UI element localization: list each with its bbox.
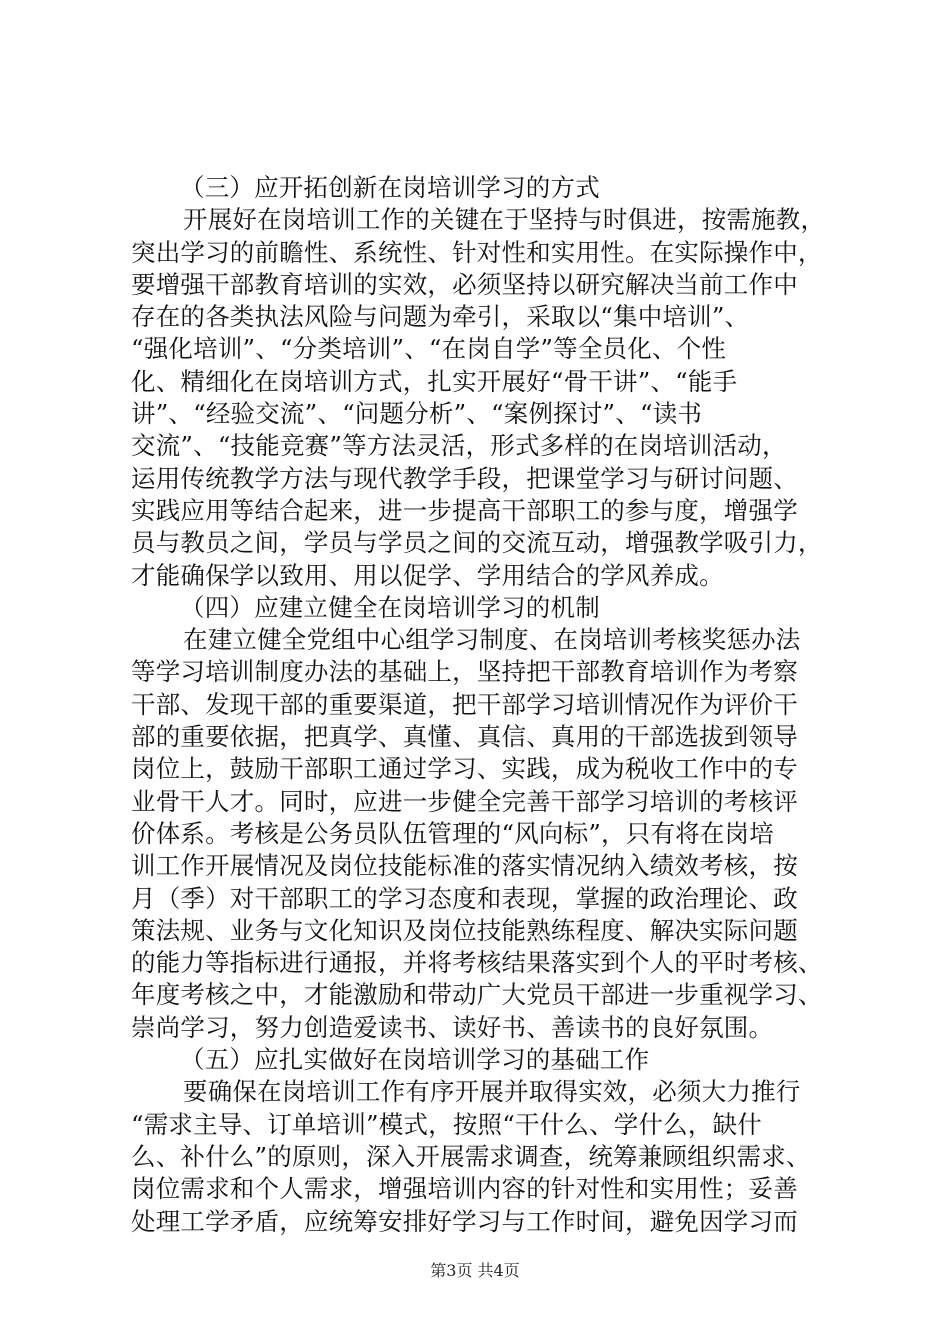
section-heading: （五）应扎实做好在岗培训学习的基础工作 [180,1045,650,1075]
paragraph-line: 处理工学矛盾，应统筹安排好学习与工作时间，避免因学习而 [131,1206,798,1236]
paragraph-line: 训工作开展情况及岗位技能标准的落实情况纳入绩效考核，按 [131,851,798,881]
section-heading: （四）应建立健全在岗培训学习的机制 [180,592,600,622]
paragraph-line: 员与教员之间，学员与学员之间的交流互动，增强教学吸引力， [131,528,823,558]
paragraph-line: 崇尚学习，努力创造爱读书、读好书、善读书的良好氛围。 [131,1012,774,1042]
paragraph-line: “强化培训”、“分类培训”、“在岗自学”等全员化、个性 [131,334,727,364]
paragraph-line: 开展好在岗培训工作的关键在于坚持与时俱进，按需施教， [183,205,826,235]
paragraph-line: 讲”、“经验交流”、“问题分析”、“案例探讨”、“读书 [131,399,703,429]
paragraph-line: 么、补什么”的原则，深入开展需求调查，统筹兼顾组织需求、 [131,1141,811,1171]
paragraph-line: 月（季）对干部职工的学习态度和表现，掌握的政治理论、政 [131,883,798,913]
paragraph-line: 突出学习的前瞻性、系统性、针对性和实用性。在实际操作中， [131,237,823,267]
page-footer [0,1258,950,1281]
page-number: 第3页 共4页 [430,1261,520,1280]
paragraph-line: 运用传统教学方法与现代教学手段，把课堂学习与研讨问题、 [131,463,798,493]
paragraph-line: 实践应用等结合起来，进一步提高干部职工的参与度，增强学 [131,495,798,525]
paragraph-line: 业骨干人才。同时，应进一步健全完善干部学习培训的考核评 [131,786,798,816]
paragraph-line: 部的重要依据，把真学、真懂、真信、真用的干部选拔到领导 [131,722,798,752]
paragraph-line: 年度考核之中，才能激励和带动广大党员干部进一步重视学习、 [131,980,823,1010]
paragraph-line: 价体系。考核是公务员队伍管理的“风向标”，只有将在岗培 [131,818,774,848]
paragraph-line: 等学习培训制度办法的基础上，坚持把干部教育培训作为考察 [131,657,798,687]
paragraph-line: 存在的各类执法风险与问题为牵引，采取以“集中培训”、 [131,302,750,332]
paragraph-line: 交流”、“技能竞赛”等方法灵活，形式多样的在岗培训活动， [131,431,787,461]
paragraph-line: 化、精细化在岗培训方式，扎实开展好“骨干讲”、“能手 [131,366,738,396]
paragraph-line: 岗位上，鼓励干部职工通过学习、实践，成为税收工作中的专 [131,754,798,784]
paragraph-line: 干部、发现干部的重要渠道，把干部学习培训情况作为评价干 [131,689,798,719]
paragraph-line: 才能确保学以致用、用以促学、学用结合的学风养成。 [131,560,724,590]
paragraph-line: 在建立健全党组中心组学习制度、在岗培训考核奖惩办法 [183,625,801,655]
paragraph-line: “需求主导、订单培训”模式，按照“干什么、学什么，缺什 [131,1109,762,1139]
paragraph-line: 要确保在岗培训工作有序开展并取得实效，必须大力推行 [183,1077,801,1107]
paragraph-line: 要增强干部教育培训的实效，必须坚持以研究解决当前工作中 [131,269,798,299]
paragraph-line: 岗位需求和个人需求，增强培训内容的针对性和实用性；妥善 [131,1174,798,1204]
paragraph-line: 策法规、业务与文化知识及岗位技能熟练程度、解决实际问题 [131,915,798,945]
section-heading: （三）应开拓创新在岗培训学习的方式 [180,173,600,202]
document-body [131,172,831,1238]
paragraph-line: 的能力等指标进行通报，并将考核结果落实到个人的平时考核、 [131,948,823,978]
